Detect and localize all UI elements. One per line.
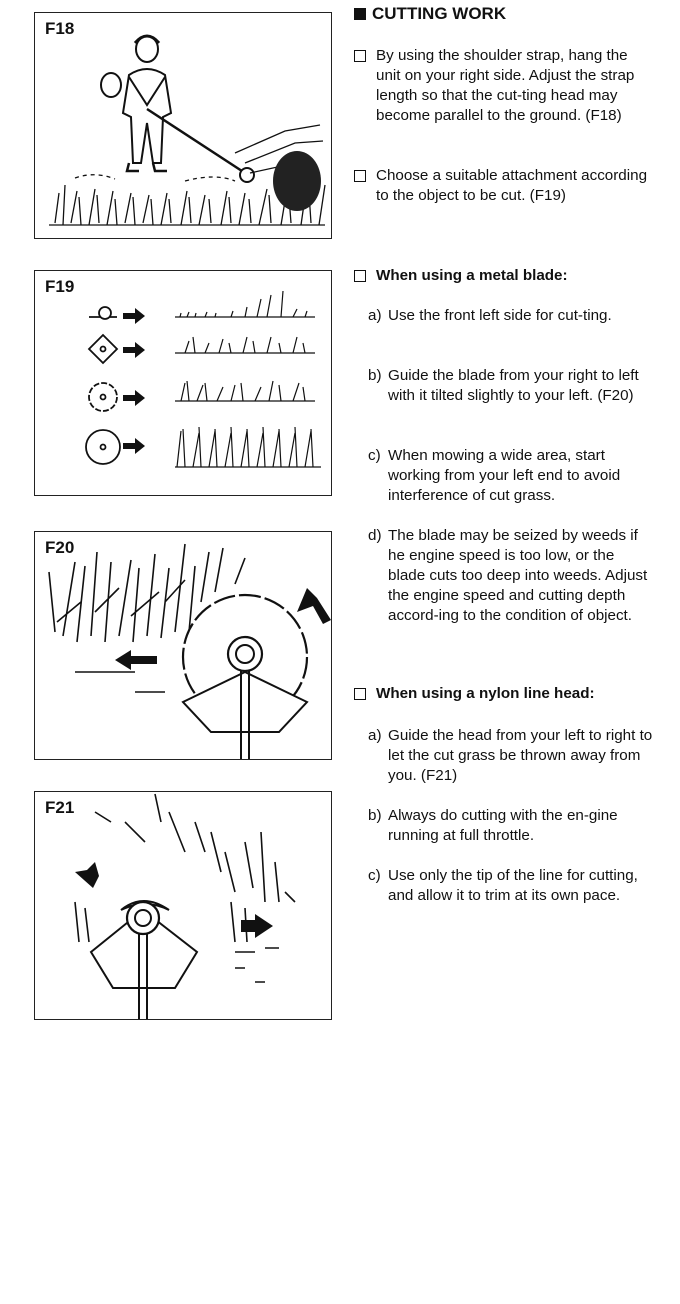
intro-paragraph-1: By using the shoulder strap, hang the unit on your right side. Adjust the strap length so that the cut-ting head may become parallel to the ground. (F18): [354, 46, 654, 126]
direction-arrow-icon: [75, 862, 273, 938]
nylon-head-item-b: b) Always do cutting with the en-gine running at full throttle.: [368, 807, 618, 844]
figure-label: F20: [45, 538, 75, 557]
metal-blade-item-a: a) Use the front left side for cut-ting.: [368, 307, 612, 324]
figure-f19: [34, 270, 332, 496]
checkbox-square-icon: [354, 50, 366, 62]
operator-illustration: [35, 13, 332, 239]
figure-f20: [34, 531, 332, 760]
figure-f21: [34, 791, 332, 1020]
intro-paragraph-2: Choose a suitable attachment according to the object to be cut. (F19): [354, 166, 654, 206]
figure-label: F19: [45, 277, 75, 296]
nylon-head-illustration: [35, 792, 332, 1020]
bullet-square-filled-icon: [354, 8, 366, 20]
nylon-head-item-c: c) Use only the tip of the line for cutting, and allow it to trim at its own pace.: [368, 867, 638, 904]
metal-blade-item-c: c) When mowing a wide area, start working from your left end to avoid interference of cut grass.: [368, 447, 621, 504]
metal-blade-item-d: d) The blade may be seized by weeds if he engine speed is too low, or the blade cuts too deep into weeds. Adjust the engine speed and cutting depth accord-ing to the condition of object.: [368, 527, 648, 624]
checkbox-square-icon: [354, 270, 366, 282]
checkbox-square-icon: [354, 170, 366, 182]
figure-label: F21: [45, 798, 75, 817]
nylon-head-item-a: a) Guide the head from your left to right to let the cut grass be thrown away from you. (F21): [368, 727, 653, 784]
attachment-chart: [35, 271, 332, 496]
attachment-arrow-icon: [123, 308, 145, 454]
blade-guard-illustration: [35, 532, 332, 760]
metal-blade-item-b: b) Guide the blade from your right to left with it tilted slightly to your left. (F20): [368, 367, 639, 404]
figure-f18: [34, 12, 332, 239]
figure-label: F18: [45, 19, 75, 38]
checkbox-square-icon: [354, 688, 366, 700]
nylon-head-heading: When using a nylon line head:: [354, 684, 654, 704]
section-title: CUTTING WORK: [354, 4, 654, 24]
metal-blade-heading: When using a metal blade:: [354, 266, 654, 286]
